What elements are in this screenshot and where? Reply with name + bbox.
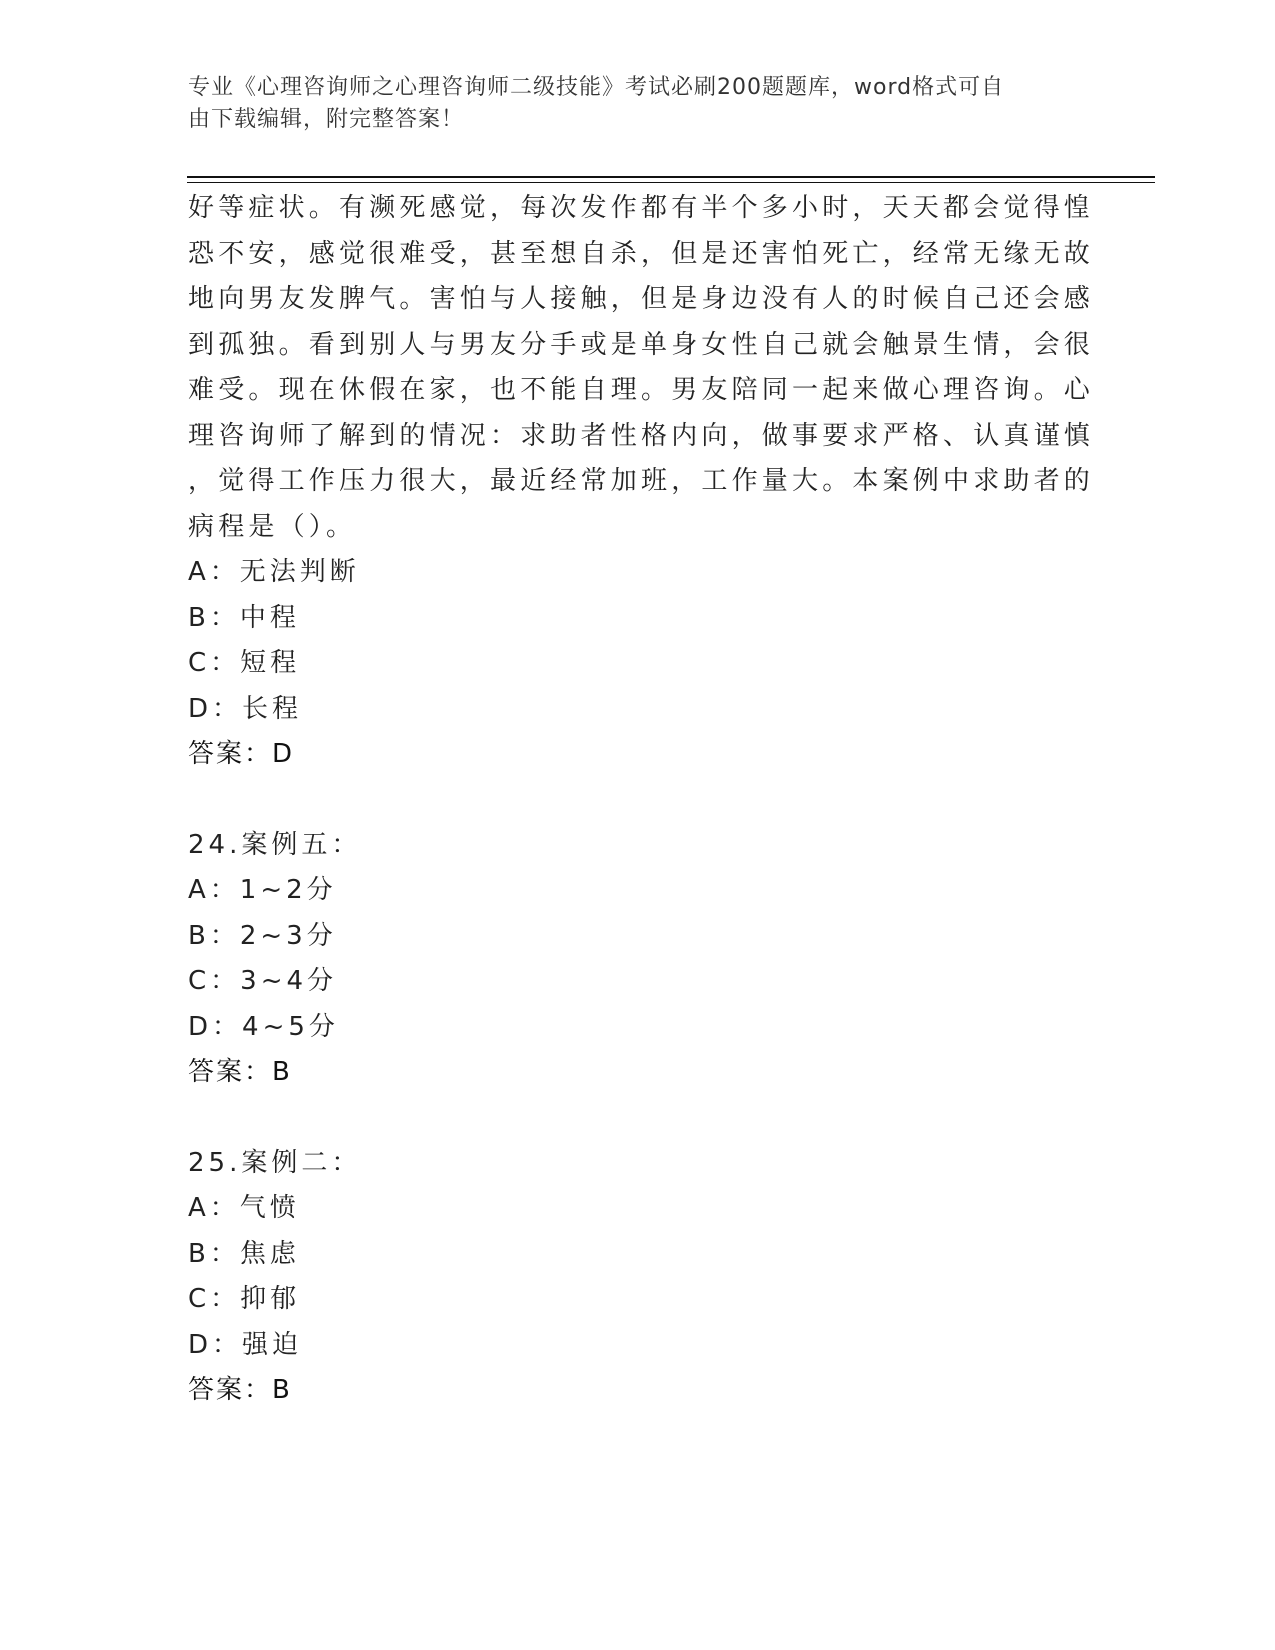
question-23-answer: 答案：D — [188, 739, 295, 769]
question-25-option-c: C：抑郁 — [188, 1284, 301, 1314]
question-23-option-b: B：中程 — [188, 602, 300, 633]
question-25-option-d: D：强迫 — [188, 1329, 303, 1360]
question-23 — [188, 186, 1095, 778]
question-text-line: 好等症状。有濒死感觉，每次发作都有半个多小时，天天都会觉得惶 — [188, 193, 1095, 223]
question-24-option-c: C：3~4分 — [188, 966, 338, 996]
question-25-answer: 答案：B — [188, 1375, 292, 1405]
question-text-line: 地向男友发脾气。害怕与人接触，但是身边没有人的时候自己还会感 — [188, 284, 1095, 314]
question-24-option-a: A：1~2分 — [188, 875, 337, 905]
header-line-1: 专业《心理咨询师之心理咨询师二级技能》考试必刷200题题库，word格式可自 — [188, 75, 1005, 100]
question-25-title: 25.案例二： — [188, 1147, 362, 1178]
question-text-line: 难受。现在休假在家，也不能自理。男友陪同一起来做心理咨询。心 — [188, 375, 1095, 405]
question-24-answer: 答案：B — [188, 1057, 292, 1087]
question-25 — [188, 1141, 1068, 1414]
header-divider-thin — [187, 182, 1155, 183]
question-24-option-d: D：4~5分 — [188, 1011, 339, 1042]
question-text-line: 病程是（）。 — [188, 511, 357, 542]
question-text-line: 到孤独。看到别人与男友分手或是单身女性自己就会触景生情，会很 — [188, 329, 1095, 360]
header-line-2: 由下载编辑，附完整答案！ — [188, 107, 465, 132]
header-divider-thick — [187, 176, 1155, 178]
document-body — [188, 186, 1095, 1414]
document-header — [188, 72, 1068, 136]
question-23-text — [188, 186, 1095, 550]
question-25-option-b: B：焦虑 — [188, 1238, 300, 1269]
question-text-line: ，觉得工作压力很大，最近经常加班，工作量大。本案例中求助者的 — [188, 466, 1095, 496]
question-text-line: 恐不安，感觉很难受，甚至想自杀，但是还害怕死亡，经常无缘无故 — [188, 238, 1095, 269]
question-23-option-c: C：短程 — [188, 648, 301, 678]
question-23-option-d: D：长程 — [188, 693, 303, 724]
question-24-title: 24.案例五： — [188, 829, 362, 860]
question-25-option-a: A：气愤 — [188, 1193, 300, 1223]
question-text-line: 理咨询师了解到的情况：求助者性格内向，做事要求严格、认真谨慎 — [188, 420, 1095, 451]
question-23-option-a: A：无法判断 — [188, 557, 360, 587]
question-24 — [188, 823, 1068, 1096]
question-24-option-b: B：2~3分 — [188, 920, 337, 951]
